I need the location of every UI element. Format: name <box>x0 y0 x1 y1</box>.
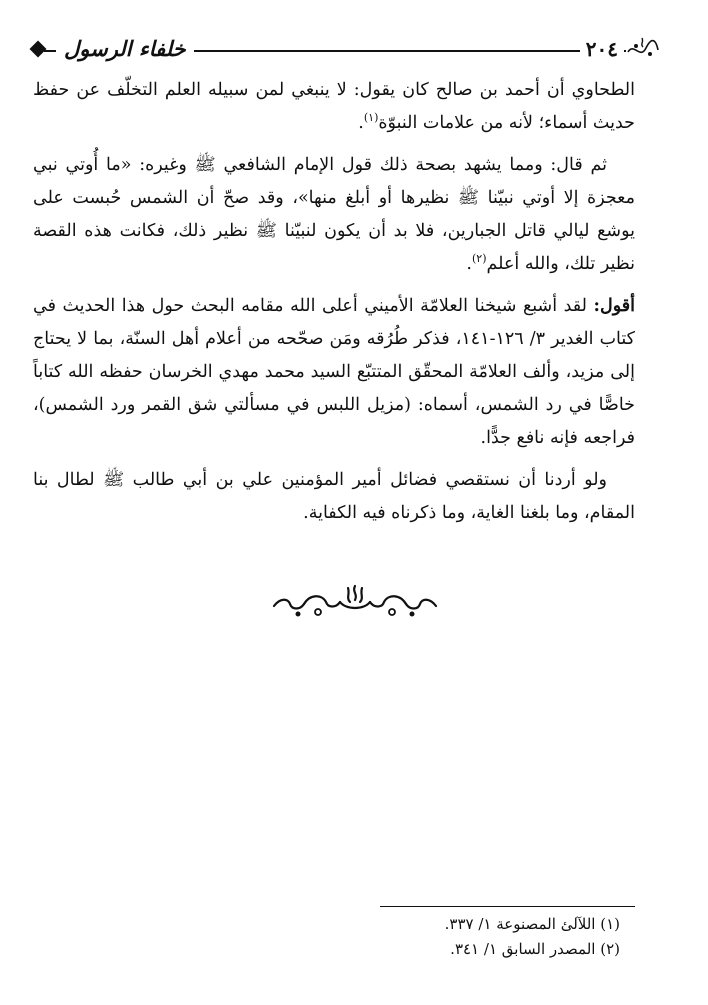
paragraph <box>33 149 635 281</box>
footnote-separator <box>380 906 635 907</box>
diamond-ornament-icon <box>30 41 47 58</box>
page-header <box>30 30 670 70</box>
running-title: خلفاء الرسول <box>56 34 194 64</box>
paragraph-text: الطحاوي أن أحمد بن صالح كان يقول: لا ينبغي لمن سبيله العلم التخلّف عن حفظ حديث أسماء؛ لأنه من علامات النبوّة <box>33 80 635 133</box>
paragraph <box>33 464 635 530</box>
page-number: ٢٠٤ <box>580 34 624 64</box>
section-divider-ornament-icon <box>270 580 440 624</box>
paragraph-tail: . <box>466 254 472 274</box>
paragraph <box>33 74 635 140</box>
paragraph-tail: . <box>358 113 364 133</box>
calligraphic-ornament-icon <box>626 34 660 64</box>
footnote-ref: (١) <box>363 111 379 125</box>
footnotes <box>300 912 620 962</box>
paragraph-lead: أقول: <box>593 296 635 316</box>
main-text <box>33 74 635 539</box>
paragraph-text: ولو أردنا أن نستقصي فضائل أمير المؤمنين علي بن أبي طالب ﷺ لطال بنا المقام، وما بلغنا الغاية، وما ذكرناه فيه الكفاية. <box>33 470 635 523</box>
footnote: (١) اللآلئ المصنوعة ١/ ٣٣٧. <box>444 915 620 933</box>
paragraph-text: لقد أشبع شيخنا العلامّة الأميني أعلى الله مقامه البحث حول هذا الحديث في كتاب الغدير ٣/ ١٢٦-١٤١، فذكر طُرُقه ومَن صحّحه من أعلام أهل السنّة، بما لا يحتاج إلى مزيد، وألف العلامّة المحقّق المتتبّع السيد محمد مهدي الخرسان حفظه الله كتاباً خاصًّا في رد الشمس، أسماه: (مزيل اللبس في مسألتي شق القمر ورد الشمس)، فراجعه فإنه نافع جدًّا. <box>33 296 635 448</box>
paragraph <box>33 290 635 455</box>
footnote: (٢) المصدر السابق ١/ ٣٤١. <box>450 940 620 958</box>
paragraph-text: ثم قال: ومما يشهد بصحة ذلك قول الإمام الشافعي ﷺ وغيره: «ما أُوتي نبي معجزة إلا أوتي نبيّنا ﷺ نظيرها أو أبلغ منها»، وقد صحّ أن الشمس حُبست على يوشع ليالي قاتل الجبارين، فلا بد أن يكون لنبيّنا ﷺ نظير ذلك، فكانت هذه القصة نظير تلك، والله أعلم <box>33 155 635 274</box>
footnote-ref: (٢) <box>472 252 487 266</box>
